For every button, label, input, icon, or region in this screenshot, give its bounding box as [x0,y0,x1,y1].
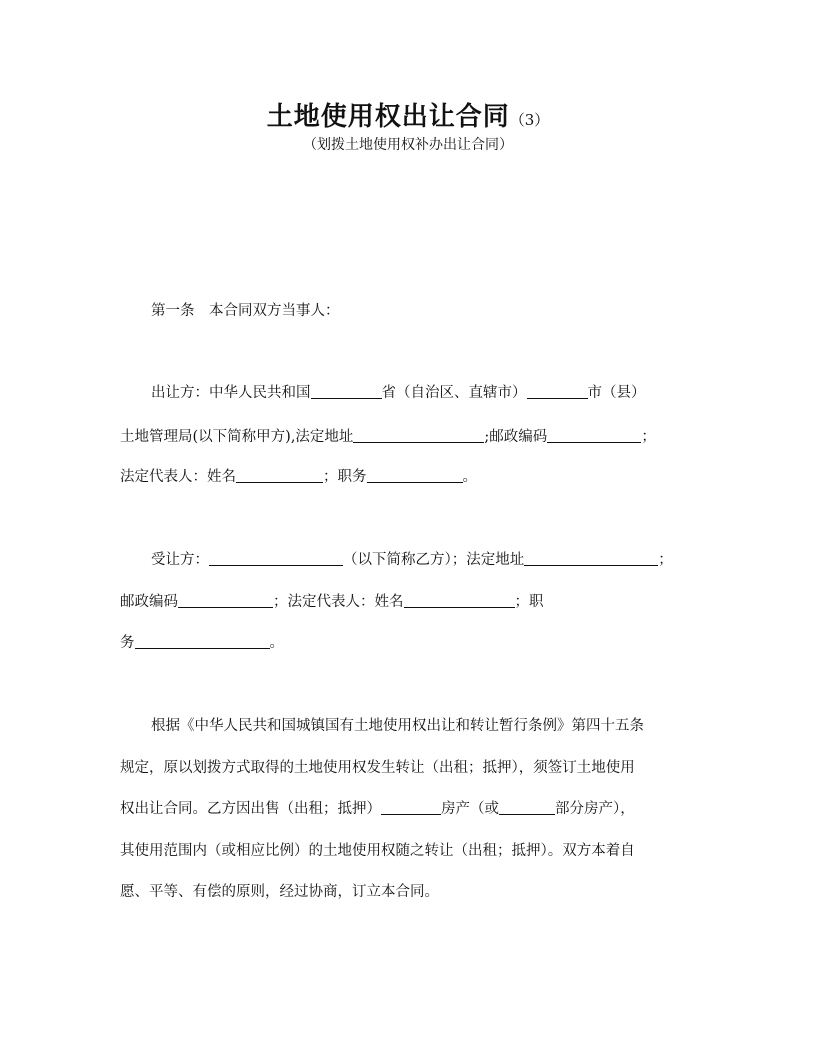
basis-line-4: 其使用范围内（或相应比例）的土地使用权随之转让（出租；抵押）。双方本着自 [120,843,635,859]
document-title: 土地使用权出让合同 [266,102,510,132]
basis-line-5: 愿、平等、有偿的原则，经过协商，订立本合同。 [120,884,439,900]
transferee-rep-name-label: ；法定代表人：姓名 [273,594,404,610]
transferor-address-blank[interactable] [353,428,484,443]
transferor-rep-title-blank[interactable] [367,468,463,483]
transferor-line-2 [120,427,696,447]
city-blank[interactable] [527,384,588,399]
transferor-line-3 [120,467,696,487]
transferee-line-1 [120,550,727,570]
basis-partial-text: 部分房产）， [555,801,635,817]
basis-line-2: 规定，原以划拨方式取得的土地使用权发生转让（出租；抵押），须签订土地使用 [120,760,635,776]
city-suffix: 市（县） [587,385,646,401]
basis-sale-text: 权出让合同。乙方因出售（出租；抵押） [120,801,381,817]
transferee-postcode-label: 邮政编码 [120,594,178,610]
transferee-address-label: （以下简称乙方）；法定地址 [343,552,525,568]
transferee-rep-title-label-cont: 务 [120,635,135,651]
province-suffix: 省（自治区、直辖市） [381,385,527,401]
transferee-postcode-blank[interactable] [178,593,273,608]
transferee-label: 受让方： [151,552,209,568]
transferee-line-2 [120,592,696,612]
transferor-postcode-label: ;邮政编码 [484,429,548,445]
punctuation: 。 [269,635,284,651]
transferee-line-3 [120,633,696,653]
province-blank[interactable] [311,384,382,399]
basis-property-text: 房产（或 [441,801,499,817]
transferee-rep-title-label: ；职 [514,594,544,610]
transferor-rep-name-blank[interactable] [236,468,323,483]
transferee-rep-title-blank[interactable] [135,634,270,649]
punctuation: ； [658,552,673,568]
transferor-rep-title-label: ；职务 [323,469,367,485]
transferee-name-blank[interactable] [209,551,343,566]
basis-line-3 [120,799,696,819]
title-line [0,96,816,133]
punctuation: 。 [462,469,477,485]
transferor-postcode-blank[interactable] [547,428,641,443]
property-blank[interactable] [381,800,441,815]
basis-line-1: 根据《中华人民共和国城镇国有土地使用权出让和转让暂行条例》第四十五条 [151,718,644,734]
transferee-rep-name-blank[interactable] [404,593,515,608]
punctuation: ； [641,429,656,445]
partial-property-blank[interactable] [499,800,555,815]
document-subtitle: （划拨土地使用权补办出让合同） [303,137,513,153]
transferor-rep-name-label: 法定代表人：姓名 [120,469,236,485]
transferee-address-blank[interactable] [524,551,658,566]
article-1-heading: 第一条 本合同双方当事人： [151,303,340,319]
document-title-number: （3） [509,111,550,129]
transferor-label: 出让方：中华人民共和国 [151,385,311,401]
transferor-address-label: 土地管理局(以下简称甲方),法定地址 [120,429,354,445]
transferor-line-1 [120,383,727,403]
